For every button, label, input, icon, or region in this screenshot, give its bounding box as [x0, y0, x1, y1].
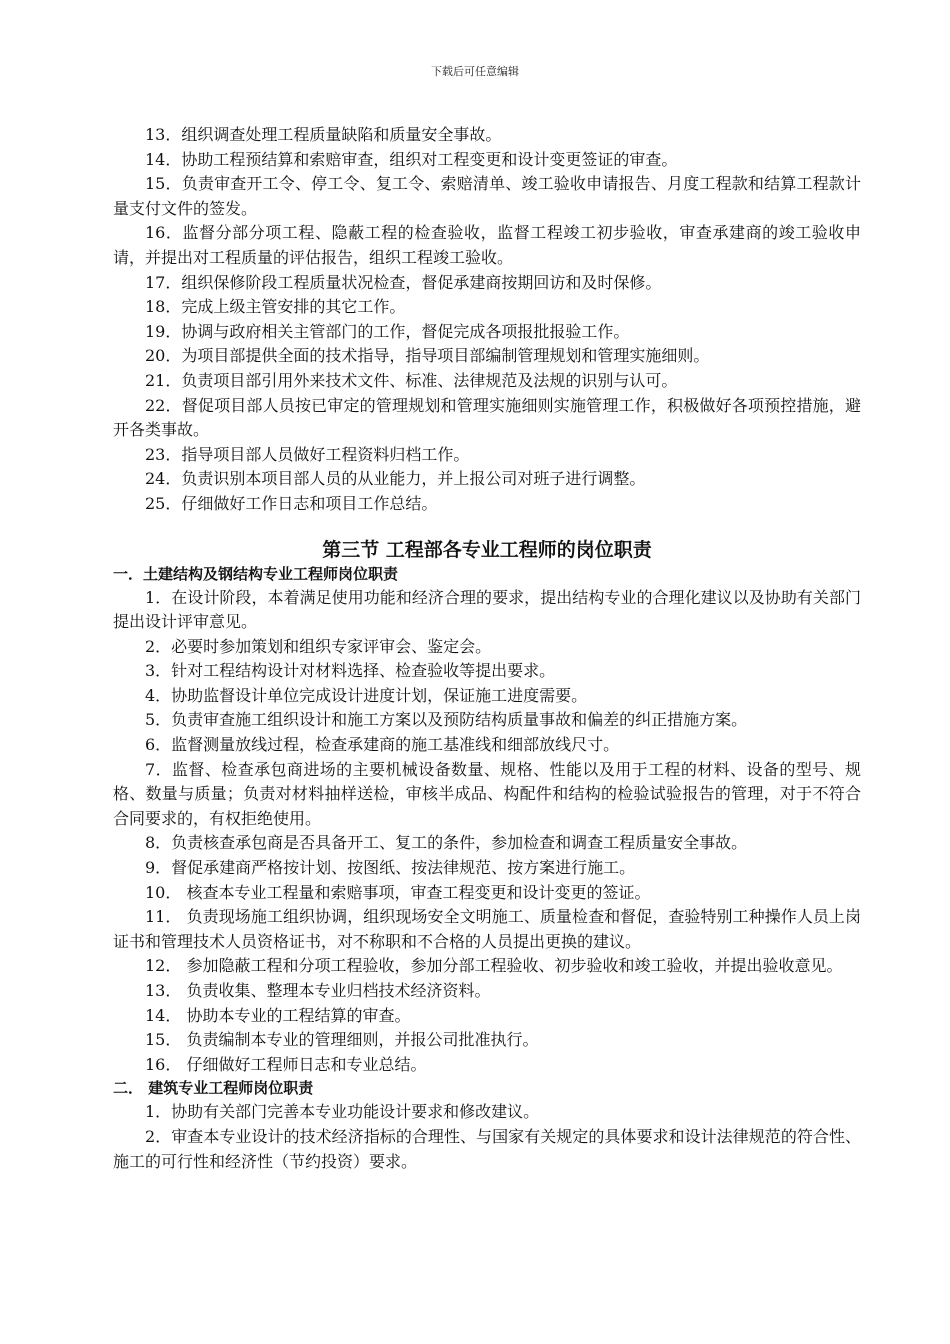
- list-item: 18．完成上级主管安排的其它工作。: [145, 297, 406, 317]
- list-item: 2．必要时参加策划和组织专家评审会、鉴定会。: [145, 636, 492, 656]
- list-item: 2．审查本专业设计的技术经济指标的合理性、与国家有关规定的具体要求和设计法律规范的符合性、施工的可行性和经济性（节约投资）要求。: [113, 1126, 861, 1171]
- list-item: 1．在设计阶段，本着满足使用功能和经济合理的要求，提出结构专业的合理化建议以及协助有关部门提出设计评审意见。: [113, 587, 861, 632]
- list-item: 10． 核查本专业工程量和索赔事项，审查工程变更和设计变更的签证。: [145, 882, 651, 902]
- list-item: 24．负责识别本项目部人员的从业能力，并上报公司对班子进行调整。: [145, 469, 646, 489]
- list-item: 13．组织调查处理工程质量缺陷和质量安全事故。: [145, 125, 502, 144]
- list-item: 15． 负责编制本专业的管理细则，并报公司批准执行。: [145, 1030, 539, 1050]
- list-item: 12． 参加隐蔽工程和分项工程验收，参加分部工程验收、初步验收和竣工验收，并提出验收意见。: [145, 956, 843, 976]
- list-item: 5．负责审查施工组织设计和施工方案以及预防结构质量事故和偏差的纠正措施方案。: [145, 710, 748, 730]
- subsection-2-list: [113, 1100, 861, 1174]
- list-item: 19．协调与政府相关主管部门的工作，督促完成各项报批报验工作。: [145, 321, 630, 341]
- subsection-title: 二． 建筑专业工程师岗位职责: [113, 1079, 314, 1098]
- list-item: 1．协助有关部门完善本专业功能设计要求和修改建议。: [145, 1102, 540, 1122]
- list-item: 16． 仔细做好工程师日志和专业总结。: [145, 1054, 427, 1074]
- list-item: 3．针对工程结构设计对材料选择、检查验收等提出要求。: [145, 661, 556, 681]
- list-item: 14．协助工程预结算和索赔审查，组织对工程变更和设计变更签证的审查。: [145, 149, 678, 169]
- subsection-1-list: [113, 586, 861, 1078]
- list-item: 25．仔细做好工作日志和项目工作总结。: [145, 493, 438, 513]
- intro-list: [113, 123, 861, 517]
- subsection-title: 一．土建结构及钢结构专业工程师岗位职责: [113, 564, 399, 583]
- list-item: 13． 负责收集、整理本专业归档技术经济资料。: [145, 981, 491, 1000]
- page-header: 下载后可任意编辑: [431, 65, 519, 78]
- list-item: 4．协助监督设计单位完成设计进度计划，保证施工进度需要。: [145, 685, 588, 705]
- section-title: 第三节 工程部各专业工程师的岗位职责: [322, 538, 652, 561]
- list-item: 15．负责审查开工令、停工令、复工令、索赔清单、竣工验收申请报告、月度工程款和结算工程款计量支付文件的签发。: [113, 174, 861, 218]
- list-item: 8．负责核查承包商是否具备开工、复工的条件，参加检查和调查工程质量安全事故。: [145, 833, 748, 853]
- list-item: 23．指导项目部人员做好工程资料归档工作。: [145, 444, 470, 464]
- list-item: 17．组织保修阶段工程质量状况检查，督促承建商按期回访和及时保修。: [145, 272, 662, 292]
- document-body: [113, 123, 861, 1174]
- list-item: 22．督促项目部人员按已审定的管理规划和管理实施细则实施管理工作，积极做好各项预控措施，避开各类事故。: [113, 395, 861, 440]
- list-item: 11． 负责现场施工组织协调，组织现场安全文明施工、质量检查和督促，查验特别工种操作人员上岗证书和管理技术人员资格证书，对不称职和不合格的人员提出更换的建议。: [113, 907, 861, 951]
- list-item: 14． 协助本专业的工程结算的审查。: [145, 1005, 411, 1025]
- list-item: 20．为项目部提供全面的技术指导，指导项目部编制管理规划和管理实施细则。: [145, 346, 710, 366]
- list-item: 9．督促承建商严格按计划、按图纸、按法律规范、按方案进行施工。: [145, 858, 636, 878]
- list-item: 6．监督测量放线过程，检查承建商的施工基准线和细部放线尺寸。: [145, 735, 620, 755]
- list-item: 16．监督分部分项工程、隐蔽工程的检查验收，监督工程竣工初步验收，审查承建商的竣工验收申请，并提出对工程质量的评估报告，组织工程竣工验收。: [113, 223, 861, 267]
- list-item: 7．监督、检查承包商进场的主要机械设备数量、规格、性能以及用于工程的材料、设备的型号、规格、数量与质量；负责对材料抽样送检，审核半成品、构配件和结构的检验试验报告的管理，对于不符合合同要求的，有权拒绝使用。: [113, 759, 861, 828]
- list-item: 21．负责项目部引用外来技术文件、标准、法律规范及法规的识别与认可。: [145, 370, 678, 390]
